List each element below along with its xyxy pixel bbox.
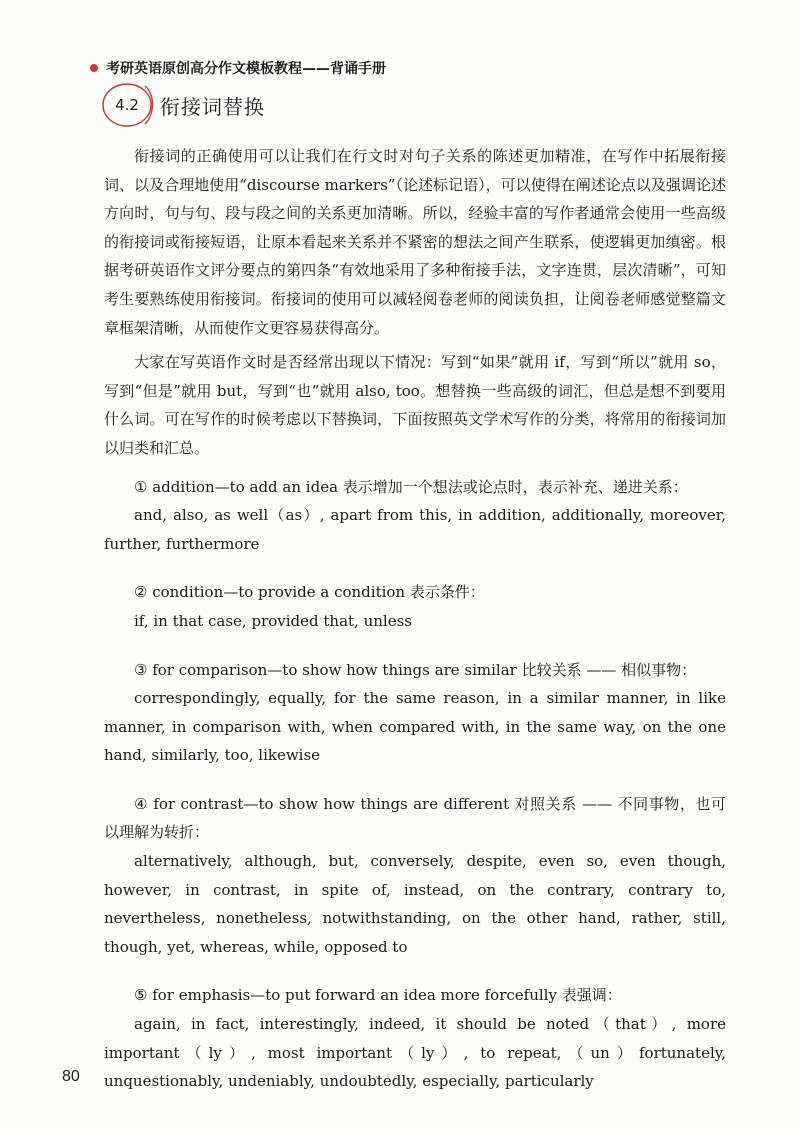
intro-paragraph: 衔接词的正确使用可以让我们在行文时对句子关系的陈述更加精准，在写作中拓展衔接词、以及合理地使用“discourse markers”（论述标记语），可以使得在阐述论点以及强调论述方向时，句与句、段与段之间的关系更加清晰。所以，经验丰富的写作者通常会使用一些高级的衔接词或衔接短语，让原本看起来关系并不紧密的想法之间产生联系，使逻辑更加缜密。根据考研英语作文评分要点的第四条“有效地采用了多种衔接手法，文字连贯，层次清晰”，可知考生要熟练使用衔接词。衔接词的使用可以减轻阅卷老师的阅读负担，让阅卷老师感觉整篇文章框架清晰，从而使作文更容易获得高分。: [104, 147, 726, 337]
bullet-dot-icon: [90, 64, 98, 72]
connective-item: [104, 981, 726, 1095]
connective-item: [104, 790, 726, 962]
item-heading: ① addition—to add an idea 表示增加一个想法或论点时，表示补充、递进关系：: [134, 477, 688, 496]
book-title: 考研英语原创高分作文模板教程——背诵手册: [106, 61, 386, 77]
item-words: correspondingly, equally, for the same reason, in a similar manner, in like manner, in comparison with, when compared with, in the same way, on the one hand, similarly, too, likewise: [104, 689, 726, 765]
item-heading: ⑤ for emphasis—to put forward an idea more forcefully 表强调：: [134, 986, 622, 1005]
intro-paragraph: 大家在写英语作文时是否经常出现以下情况：写到“如果”就用 if，写到“所以”就用 so，写到“但是”就用 but，写到“也”就用 also, too。想替换一些高级的词汇，但总是想不到要用什么词。可在写作的时候考虑以下替换词，下面按照英文学术写作的分类，将常用的衔接词加以归类和汇总。: [104, 353, 726, 457]
section-heading: [104, 86, 265, 124]
connective-item: [104, 473, 726, 559]
item-heading: ③ for comparison—to show how things are similar 比较关系 —— 相似事物：: [134, 660, 697, 679]
item-words: and, also, as well（as）, apart from this, in addition, additionally, moreover, further, furthermore: [104, 506, 726, 553]
connective-item: [104, 656, 726, 770]
section-title: 衔接词替换: [160, 94, 265, 119]
section-number: 4.2: [115, 96, 139, 114]
section-number-badge: [104, 86, 150, 124]
item-heading: ④ for contrast—to show how things are different 对照关系 —— 不同事物，也可以理解为转折：: [104, 794, 726, 842]
body-content: [104, 142, 726, 1096]
item-heading: ② condition—to provide a condition 表示条件：: [134, 583, 485, 602]
page-number: 80: [62, 1068, 80, 1085]
item-words: alternatively, although, but, conversely, despite, even so, even though, however, in contrast, in spite of, instead, on the contrary, contrary to, nevertheless, nonetheless, notwithstanding, on the other hand, rather, still, though, yet, whereas, while, opposed to: [104, 852, 726, 956]
item-words: if, in that case, provided that, unless: [134, 611, 412, 630]
running-header: [90, 58, 386, 78]
item-words: again, in fact, interestingly, indeed, it should be noted（that）, more important（ly）, most important（ly）, to repeat,（un）fortunately, unquestionably, undeniably, undoubtedly, especially, particularly: [104, 1015, 726, 1091]
connective-item: [104, 578, 726, 635]
